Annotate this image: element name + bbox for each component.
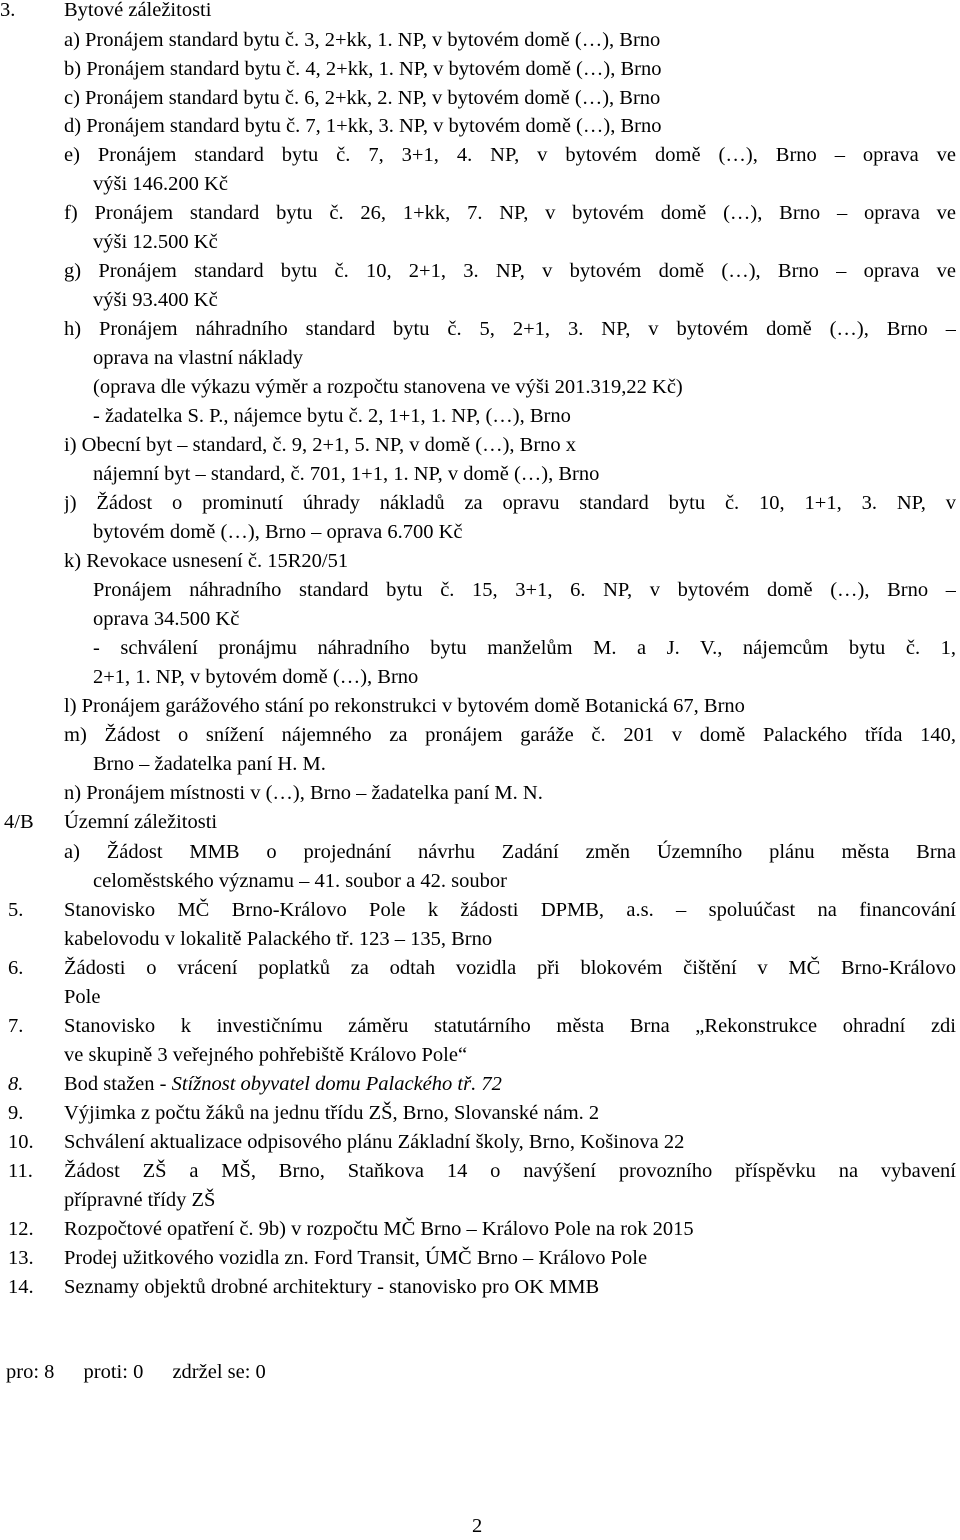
line-text-content: d) Pronájem standard bytu č. 7, 1+kk, 3. NP, v bytovém domě (…), Brno <box>64 115 662 137</box>
line-text-content: oprava na vlastní náklady <box>93 347 304 369</box>
line-text <box>93 170 228 198</box>
text-line <box>0 1099 960 1127</box>
text-line <box>0 112 960 140</box>
line-text <box>64 779 543 807</box>
vote-abstain: zdržel se: 0 <box>172 1361 266 1383</box>
vote-for: pro: 8 <box>6 1361 55 1383</box>
line-text <box>64 112 661 140</box>
text-line <box>0 779 960 807</box>
line-text <box>93 663 418 691</box>
text-line <box>0 867 960 895</box>
item-number: 6. <box>8 957 24 979</box>
line-text <box>64 55 661 83</box>
line-text <box>64 925 492 953</box>
item-number: 10. <box>8 1131 34 1153</box>
text-line <box>0 1157 960 1185</box>
line-text-content: Stanovisko MČ Brno-Královo Pole k žádosti DPMB, a.s. – spoluúčast na financování <box>64 899 956 921</box>
line-text <box>93 373 683 401</box>
text-line <box>0 1128 960 1156</box>
line-text <box>64 199 956 227</box>
line-text <box>93 576 956 604</box>
line-text <box>93 228 218 256</box>
text-line <box>0 199 960 227</box>
line-text <box>93 867 507 895</box>
line-text <box>64 1244 647 1272</box>
text-line <box>0 26 960 54</box>
line-text-content: i) Obecní byt – standard, č. 9, 2+1, 5. NP, v domě (…), Brno x <box>64 434 577 456</box>
line-text-content: k) Revokace usnesení č. 15R20/51 <box>64 550 349 572</box>
line-text <box>64 1157 956 1185</box>
text-line <box>0 1273 960 1301</box>
line-text <box>64 84 660 112</box>
line-text <box>64 954 956 982</box>
text-line <box>0 170 960 198</box>
item-number: 4/B <box>4 811 34 833</box>
line-text-content: bytovém domě (…), Brno – oprava 6.700 Kč <box>93 521 463 543</box>
item-number: 14. <box>8 1276 34 1298</box>
text-line <box>0 373 960 401</box>
text-line <box>0 344 960 372</box>
line-text-content: m) Žádost o snížení nájemného za pronájem garáže č. 201 v domě Palackého třída 140, <box>64 724 956 746</box>
line-text-content: přípravné třídy ZŠ <box>64 1189 216 1211</box>
text-line <box>0 1215 960 1243</box>
line-text <box>64 1041 467 1069</box>
line-text <box>93 460 599 488</box>
vote-result <box>6 1358 290 1386</box>
page-number: 2 <box>472 1515 483 1537</box>
line-text-content: nájemní byt – standard, č. 701, 1+1, 1. NP, v domě (…), Brno <box>93 463 600 485</box>
item-number: 8. <box>8 1073 24 1095</box>
line-text-content: kabelovodu v lokalitě Palackého tř. 123 – 135, Brno <box>64 928 493 950</box>
line-text-content: g) Pronájem standard bytu č. 10, 2+1, 3. NP, v bytovém domě (…), Brno – oprava ve <box>64 260 956 282</box>
item-number: 11. <box>8 1160 33 1182</box>
line-text-content: Územní záležitosti <box>64 811 218 833</box>
line-text-content: - žadatelka S. P., nájemce bytu č. 2, 1+1, 1. NP, (…), Brno <box>93 405 571 427</box>
text-line <box>0 84 960 112</box>
text-line <box>0 55 960 83</box>
line-text <box>64 1012 956 1040</box>
line-text-content: Brno – žadatelka paní H. M. <box>93 753 326 775</box>
text-line <box>0 547 960 575</box>
line-text <box>93 634 956 662</box>
line-text-content: výši 93.400 Kč <box>93 289 218 311</box>
text-line <box>0 634 960 662</box>
line-text <box>64 257 956 285</box>
line-text <box>64 721 956 749</box>
text-line <box>0 228 960 256</box>
text-line <box>0 954 960 982</box>
line-text-content: e) Pronájem standard bytu č. 7, 3+1, 4. NP, v bytovém domě (…), Brno – oprava ve <box>64 144 956 166</box>
line-text-content: b) Pronájem standard bytu č. 4, 2+kk, 1. NP, v bytovém domě (…), Brno <box>64 58 662 80</box>
text-line <box>0 431 960 459</box>
line-text <box>64 26 660 54</box>
text-line <box>0 663 960 691</box>
text-line <box>0 1041 960 1069</box>
item-number: 5. <box>8 899 24 921</box>
line-text-content: Výjimka z počtu žáků na jednu třídu ZŠ, Brno, Slovanské nám. 2 <box>64 1102 600 1124</box>
line-text-content: Bod stažen - <box>64 1073 172 1095</box>
text-line <box>0 489 960 517</box>
text-line <box>0 576 960 604</box>
line-text-content: Žádosti o vrácení poplatků za odtah vozidla při blokovém čištění v MČ Brno-Královo <box>64 957 956 979</box>
line-text-content: oprava 34.500 Kč <box>93 608 240 630</box>
line-text-content: - schválení pronájmu náhradního bytu manželům M. a J. V., nájemcům bytu č. 1, <box>93 637 956 659</box>
line-text <box>64 1273 599 1301</box>
line-text <box>64 1128 684 1156</box>
text-line <box>0 692 960 720</box>
line-text-content: j) Žádost o prominutí úhrady nákladů za opravu standard bytu č. 10, 1+1, 3. NP, v <box>64 492 956 514</box>
line-text-content: Seznamy objektů drobné architektury - stanovisko pro OK MMB <box>64 1276 600 1298</box>
line-text-content: Žádost ZŠ a MŠ, Brno, Staňkova 14 o navýšení provozního příspěvku na vybavení <box>64 1160 956 1182</box>
line-text <box>64 1070 502 1098</box>
item-number: 12. <box>8 1218 34 1240</box>
line-text-content: výši 146.200 Kč <box>93 173 228 195</box>
line-text <box>64 431 576 459</box>
line-text <box>64 489 956 517</box>
line-text <box>64 692 745 720</box>
item-number: 13. <box>8 1247 34 1269</box>
text-line <box>0 315 960 343</box>
text-line <box>0 605 960 633</box>
text-line <box>0 896 960 924</box>
line-text-content: Pronájem náhradního standard bytu č. 15, 3+1, 6. NP, v bytovém domě (…), Brno – <box>93 579 956 601</box>
line-text-content: Schválení aktualizace odpisového plánu Základní školy, Brno, Košinova 22 <box>64 1131 685 1153</box>
text-line <box>0 0 960 24</box>
line-text <box>93 286 218 314</box>
line-text-content: h) Pronájem náhradního standard bytu č. 5, 2+1, 3. NP, v bytovém domě (…), Brno – <box>64 318 956 340</box>
text-line <box>0 750 960 778</box>
line-text-content: f) Pronájem standard bytu č. 26, 1+kk, 7. NP, v bytovém domě (…), Brno – oprava ve <box>64 202 956 224</box>
text-line <box>0 402 960 430</box>
text-line <box>0 1070 960 1098</box>
line-text-content: výši 12.500 Kč <box>93 231 218 253</box>
line-text <box>64 315 956 343</box>
line-text <box>93 518 463 546</box>
line-text <box>93 402 571 430</box>
text-line <box>0 1244 960 1272</box>
item-number: 3. <box>0 0 16 21</box>
text-line <box>0 141 960 169</box>
item-number: 7. <box>8 1015 24 1037</box>
line-text-content: Prodej užitkového vozidla zn. Ford Transit, ÚMČ Brno – Královo Pole <box>64 1247 648 1269</box>
text-line <box>0 925 960 953</box>
line-text-content: celoměstského významu – 41. soubor a 42. soubor <box>93 870 507 892</box>
line-text <box>64 1215 694 1243</box>
line-text <box>64 983 100 1011</box>
line-text-content: c) Pronájem standard bytu č. 6, 2+kk, 2. NP, v bytovém domě (…), Brno <box>64 87 661 109</box>
item-number: 9. <box>8 1102 24 1124</box>
line-text <box>64 1186 215 1214</box>
text-line <box>0 518 960 546</box>
line-text <box>64 0 211 24</box>
line-text <box>64 1099 599 1127</box>
line-text-content: Bytové záležitosti <box>64 0 212 21</box>
line-text-content: n) Pronájem místnosti v (…), Brno – žadatelka paní M. N. <box>64 782 543 804</box>
line-text-content: Pole <box>64 986 101 1008</box>
line-text-content: (oprava dle výkazu výměr a rozpočtu stanovena ve výši 201.319,22 Kč) <box>93 376 683 398</box>
line-text-content: Rozpočtové opatření č. 9b) v rozpočtu MČ Brno – Královo Pole na rok 2015 <box>64 1218 694 1240</box>
line-text <box>64 896 956 924</box>
line-text-content: Stanovisko k investičnímu záměru statutárního města Brna „Rekonstrukce ohradní zdi <box>64 1015 956 1037</box>
text-line <box>0 808 960 836</box>
text-line <box>0 257 960 285</box>
text-line <box>0 1012 960 1040</box>
line-text <box>64 547 348 575</box>
line-text <box>93 750 326 778</box>
line-text <box>93 344 303 372</box>
line-text-content: l) Pronájem garážového stání po rekonstrukci v bytovém domě Botanická 67, Brno <box>64 695 745 717</box>
text-line <box>0 838 960 866</box>
line-italic-text: Stížnost obyvatel domu Palackého tř. 72 <box>171 1073 502 1095</box>
text-line <box>0 286 960 314</box>
line-text <box>64 808 217 836</box>
line-text <box>93 605 239 633</box>
line-text-content: 2+1, 1. NP, v bytovém domě (…), Brno <box>93 666 419 688</box>
text-line <box>0 983 960 1011</box>
text-line <box>0 460 960 488</box>
line-text-content: a) Žádost MMB o projednání návrhu Zadání změn Územního plánu města Brna <box>64 841 956 863</box>
text-line <box>0 1186 960 1214</box>
line-text-content: a) Pronájem standard bytu č. 3, 2+kk, 1. NP, v bytovém domě (…), Brno <box>64 29 661 51</box>
text-line <box>0 721 960 749</box>
vote-against: proti: 0 <box>83 1361 144 1383</box>
line-text-content: ve skupině 3 veřejného pohřebiště Královo Pole“ <box>64 1044 468 1066</box>
line-text <box>64 838 956 866</box>
line-text <box>64 141 956 169</box>
